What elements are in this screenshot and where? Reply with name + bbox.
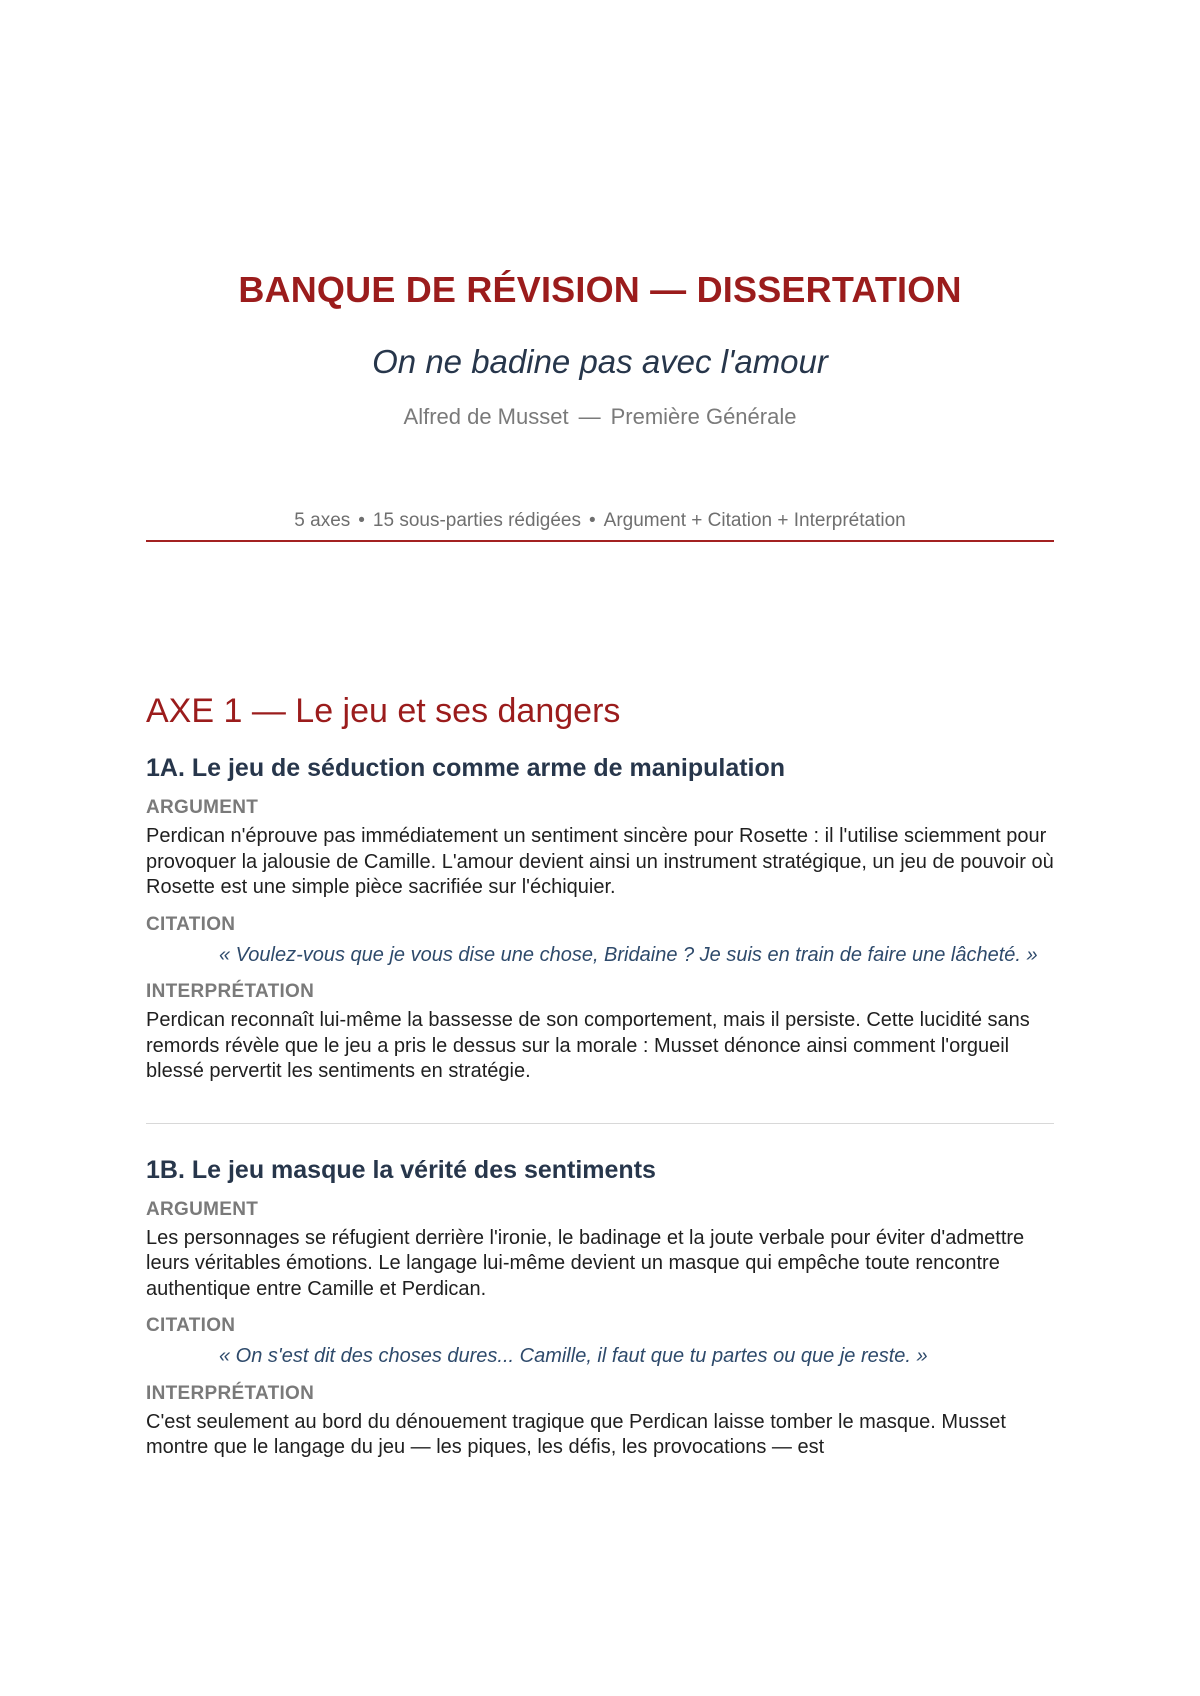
citation-text: « On s'est dit des choses dures... Camille, il faut que tu partes ou que je reste. » <box>219 1345 928 1367</box>
work-title: On ne badine pas avec l'amour <box>372 343 828 380</box>
interpretation-text: C'est seulement au bord du dénouement tragique que Perdican laisse tomber le masque. Musset montre que le langage du jeu — les piques, les défis, les provocations — est <box>146 1410 1006 1458</box>
argument-text: Perdican n'éprouve pas immédiatement un sentiment sincère pour Rosette : il l'utilise sciemment pour provoquer la jalousie de Camille. L'amour devient ainsi un instrument stratégique, un jeu de pouvoir où Rosette est une simple pièce sacrifiée sur l'échiquier. <box>146 825 1054 898</box>
cover-block <box>146 0 1054 542</box>
citation-text: « Voulez-vous que je vous dise une chose, Bridaine ? Je suis en train de faire une lâcheté. » <box>219 943 1038 966</box>
class-level: Première Générale <box>610 404 797 429</box>
meta-separator: — <box>578 404 601 429</box>
bullet-icon: • <box>358 510 365 531</box>
document-title: BANQUE DE RÉVISION — DISSERTATION <box>238 269 962 310</box>
citation-label: CITATION <box>146 1315 236 1336</box>
citation-label: CITATION <box>146 913 236 935</box>
bullet-icon: • <box>589 510 596 531</box>
subsection-1b <box>146 1154 1054 1461</box>
interpretation-label: INTERPRÉTATION <box>146 1382 315 1404</box>
interpretation-label: INTERPRÉTATION <box>146 981 315 1002</box>
argument-label: ARGUMENT <box>146 797 259 818</box>
axis-title: AXE 1 — Le jeu et ses dangers <box>146 692 621 730</box>
summary-method: Argument + Citation + Interprétation <box>603 510 906 531</box>
author-name: Alfred de Musset <box>403 404 569 429</box>
interpretation-text: Perdican reconnaît lui-même la bassesse de son comportement, mais il persiste. Cette lucidité sans remords révèle que le jeu a pris le dessus sur la morale : Musset dénonce ainsi comment l'orgueil blessé pervertit les sentiments en stratégie. <box>146 1009 1030 1082</box>
summary-line <box>146 508 1054 542</box>
subsection-title: 1A. Le jeu de séduction comme arme de manipulation <box>146 754 786 782</box>
subsection-1a <box>146 752 1054 1085</box>
subsection-title: 1B. Le jeu masque la vérité des sentiments <box>146 1155 656 1184</box>
section-divider <box>146 1123 1054 1124</box>
argument-label: ARGUMENT <box>146 1198 259 1220</box>
argument-text: Les personnages se réfugient derrière l'ironie, le badinage et la joute verbale pour éviter d'admettre leurs véritables émotions. Le langage lui-même devient un masque qui empêche toute rencontre authentique entre Camille et Perdican. <box>146 1226 1025 1300</box>
author-level-line <box>146 402 1054 432</box>
summary-subparts: 15 sous-parties rédigées <box>372 510 581 531</box>
summary-axes: 5 axes <box>294 510 351 531</box>
